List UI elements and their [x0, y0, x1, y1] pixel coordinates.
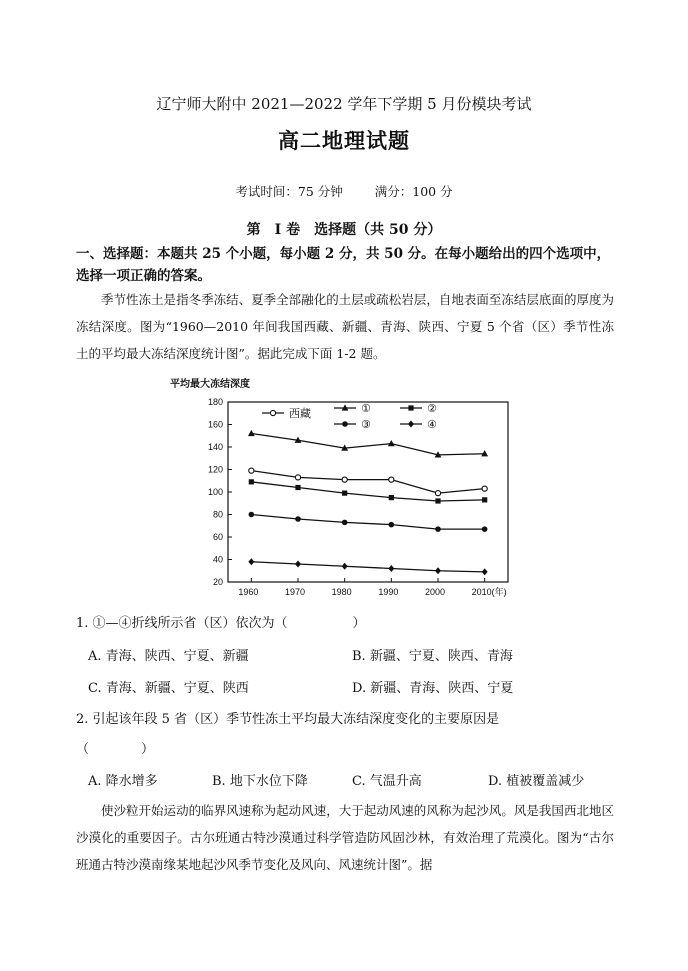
- legend-item: [262, 406, 311, 420]
- data-point: [342, 563, 348, 570]
- data-point: [435, 498, 440, 503]
- x-axis: [238, 578, 506, 597]
- data-point: [249, 468, 254, 473]
- q2-option-d: D. 植被覆盖减少: [488, 774, 585, 789]
- data-point: [408, 421, 414, 428]
- data-point: [295, 485, 300, 490]
- frozen-depth-chart: [160, 372, 540, 610]
- legend-label: ①: [361, 402, 371, 415]
- data-point: [295, 516, 301, 522]
- y-tick-label: 20: [212, 577, 223, 587]
- legend-item: [400, 402, 437, 415]
- data-point: [482, 526, 488, 532]
- legend-label: ③: [361, 418, 371, 431]
- legend-item: [400, 418, 437, 431]
- data-point: [388, 565, 394, 572]
- data-point: [389, 477, 394, 482]
- series-path: [251, 434, 484, 455]
- data-point: [342, 491, 347, 496]
- data-point: [482, 497, 487, 502]
- series-line: [248, 558, 487, 575]
- y-tick-label: 120: [207, 464, 223, 475]
- q2-option-a: A. 降水增多: [88, 774, 158, 789]
- x-tick-label: 2010(年): [471, 587, 507, 597]
- question-1-stem: 1. ①—④折线所示省（区）依次为（ ）: [76, 616, 366, 631]
- data-point: [389, 495, 394, 500]
- q2-option-b: B. 地下水位下降: [212, 774, 308, 789]
- data-point: [482, 486, 487, 491]
- question-2-paren: （ ）: [76, 742, 155, 757]
- series-path: [251, 471, 484, 494]
- data-point: [295, 561, 301, 568]
- x-tick-label: 1970: [285, 587, 306, 597]
- q1-option-c: C. 青海、新疆、宁夏、陕西: [88, 681, 249, 696]
- legend-item: [334, 418, 371, 431]
- y-tick-label: 160: [207, 419, 223, 430]
- data-point: [389, 522, 395, 528]
- y-tick-label: 180: [207, 397, 223, 407]
- chart-ylabel: 平均最大冻结深度: [170, 379, 250, 390]
- series-line: [249, 512, 488, 532]
- legend-label: 西藏: [289, 407, 311, 420]
- series-group: [248, 430, 488, 575]
- q1-option-d: D. 新疆、青海、陕西、宁夏: [352, 681, 514, 696]
- x-tick-label: 1980: [331, 587, 352, 597]
- series-line: [249, 468, 488, 496]
- x-tick-label: 1960: [238, 587, 259, 597]
- series-path: [251, 562, 484, 572]
- exam-header: 辽宁师大附中 2021—2022 学年下学期 5 月份模块考试: [156, 95, 532, 113]
- data-point: [388, 440, 395, 446]
- full-score: 满分：100 分: [374, 184, 453, 199]
- data-point: [435, 491, 440, 496]
- data-point: [482, 568, 488, 575]
- y-tick-label: 80: [212, 509, 223, 520]
- q1-option-a: A. 青海、陕西、宁夏、新疆: [88, 649, 249, 664]
- legend-label: ②: [427, 402, 437, 415]
- q1-option-b: B. 新疆、宁夏、陕西、青海: [352, 649, 513, 664]
- x-tick-label: 2000: [425, 587, 446, 597]
- series-path: [251, 515, 484, 530]
- data-point: [342, 477, 347, 482]
- data-point: [435, 526, 441, 532]
- exam-meta: [0, 182, 688, 200]
- data-point: [435, 567, 441, 574]
- data-point: [249, 512, 255, 518]
- y-tick-label: 100: [207, 487, 223, 497]
- exam-time: 考试时间：75 分钟: [235, 184, 343, 199]
- legend: [262, 402, 437, 431]
- instruction: 一、选择题：本题共 25 个小题，每小题 2 分，共 50 分。在每小题给出的四个选项中，选择一项正确的答案。: [76, 246, 611, 284]
- page-title: 高二地理试题: [278, 128, 410, 153]
- data-point: [270, 410, 275, 415]
- data-point: [342, 520, 348, 526]
- passage-1: 季节性冻土是指冬季冻结、夏季全部融化的土层或疏松岩层，自地表面至冻结层底面的厚度为冻结深度。图为“1960—2010 年间我国西藏、新疆、青海、陕西、宁夏 5 个省（区）季节性冻土的平均最大冻结深度统计图”。据此完成下面 1-2 题。: [76, 292, 614, 361]
- y-tick-label: 60: [212, 532, 223, 542]
- data-point: [248, 430, 255, 436]
- section-title: 第 Ⅰ 卷 选择题（共 50 分）: [246, 222, 442, 238]
- legend-item: [334, 402, 371, 415]
- data-point: [342, 421, 348, 427]
- data-point: [249, 479, 254, 484]
- question-2-stem: 2. 引起该年段 5 省（区）季节性冻土平均最大冻结深度变化的主要原因是: [76, 712, 500, 727]
- x-tick-label: 1990: [378, 587, 399, 597]
- series-line: [248, 430, 488, 458]
- legend-label: ④: [427, 418, 437, 431]
- data-point: [408, 405, 413, 410]
- y-tick-label: 40: [212, 554, 223, 565]
- y-tick-label: 140: [207, 442, 223, 452]
- q2-option-c: C. 气温升高: [352, 774, 422, 789]
- passage-2: 使沙粒开始运动的临界风速称为起动风速，大于起动风速的风称为起沙风。风是我国西北地区沙漠化的重要因子。古尔班通古特沙漠通过科学管造防风固沙林，有效治理了荒漠化。图为“古尔班通古特沙漠南缘某地起沙风季节变化及风向、风速统计图”。据: [76, 803, 614, 872]
- data-point: [248, 558, 254, 565]
- data-point: [295, 475, 300, 480]
